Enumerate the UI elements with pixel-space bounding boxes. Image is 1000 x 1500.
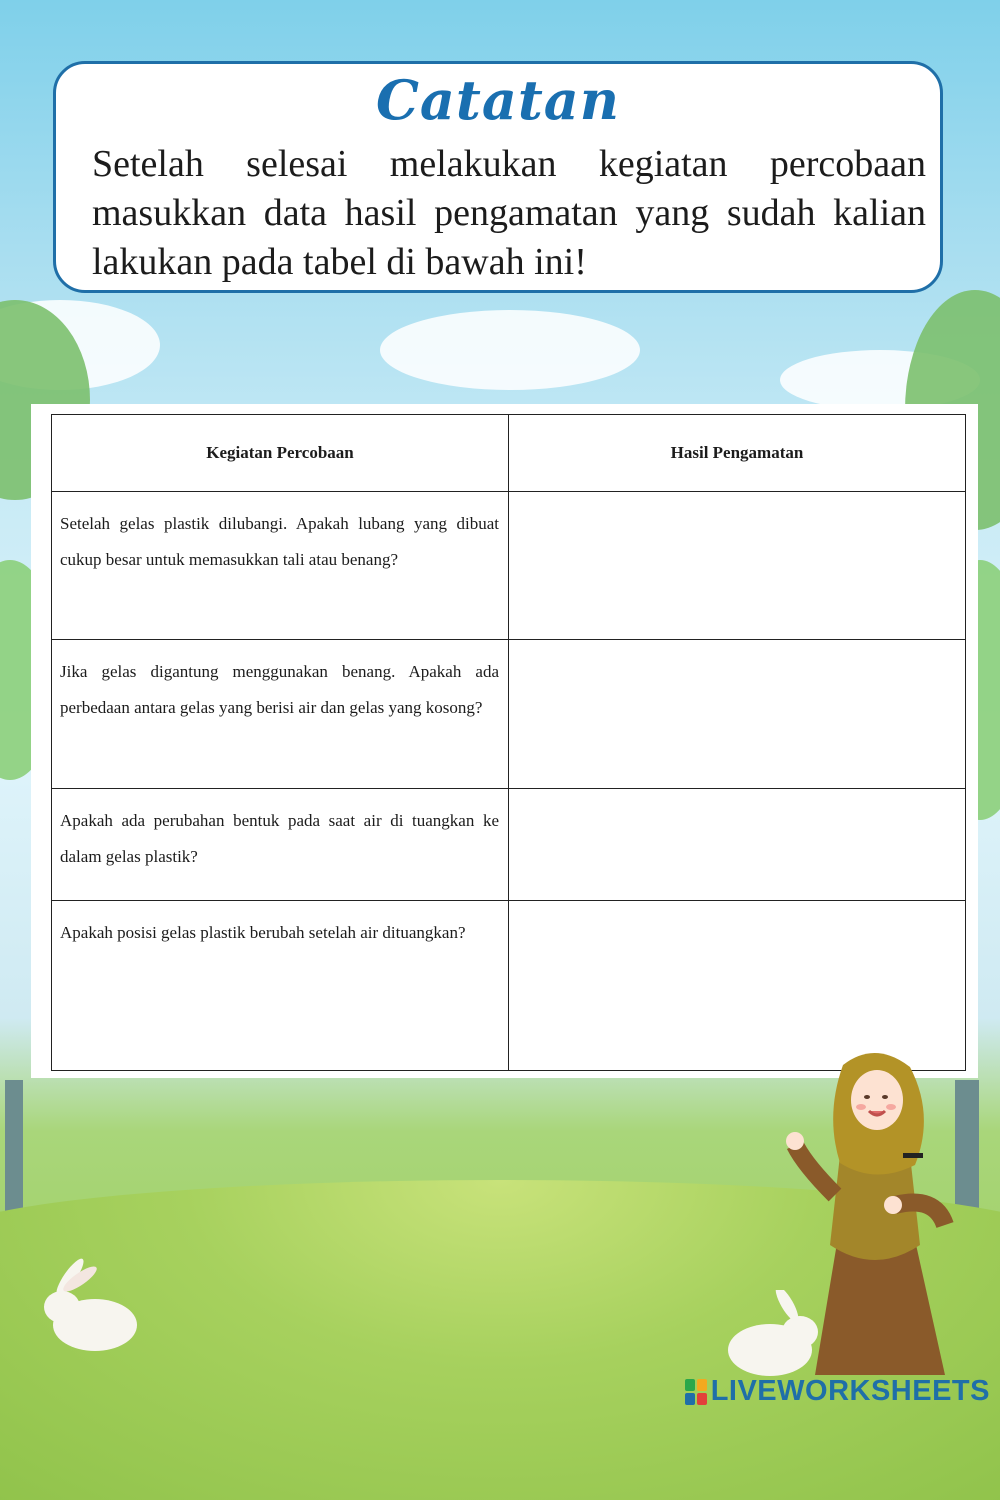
question-cell: Setelah gelas plastik dilubangi. Apakah lubang yang dibuat cukup besar untuk memasukkan tali atau benang? xyxy=(52,492,509,640)
note-instruction: Setelah selesai melakukan kegiatan percobaan masukkan data hasil pengamatan yang sudah kalian lakukan pada tabel di bawah ini! xyxy=(92,143,926,283)
question-cell: Apakah ada perubahan bentuk pada saat air di tuangkan ke dalam gelas plastik? xyxy=(52,789,509,901)
cloud xyxy=(380,310,640,390)
table-row xyxy=(52,789,966,901)
question-cell: Apakah posisi gelas plastik berubah setelah air dituangkan? xyxy=(52,901,509,1071)
rabbit-left xyxy=(40,1255,150,1365)
answer-cell[interactable] xyxy=(509,492,966,640)
column-header: Kegiatan Percobaan xyxy=(52,415,509,492)
table-row xyxy=(52,492,966,640)
table-row xyxy=(52,640,966,789)
answer-cell[interactable] xyxy=(509,640,966,789)
note-box xyxy=(53,61,943,293)
answer-cell[interactable] xyxy=(509,789,966,901)
column-header: Hasil Pengamatan xyxy=(509,415,966,492)
observation-table xyxy=(51,414,966,1071)
watermark-text: LIVEWORKSHEETS xyxy=(710,1375,990,1407)
teacher-illustration xyxy=(785,1045,960,1390)
question-cell: Jika gelas digantung menggunakan benang. Apakah ada perbedaan antara gelas yang berisi air dan gelas yang kosong? xyxy=(52,640,509,789)
liveworksheets-watermark xyxy=(685,1375,990,1408)
liveworksheets-logo-icon xyxy=(685,1379,707,1405)
note-title: Catatan xyxy=(375,68,621,132)
observation-table-panel xyxy=(31,404,978,1078)
